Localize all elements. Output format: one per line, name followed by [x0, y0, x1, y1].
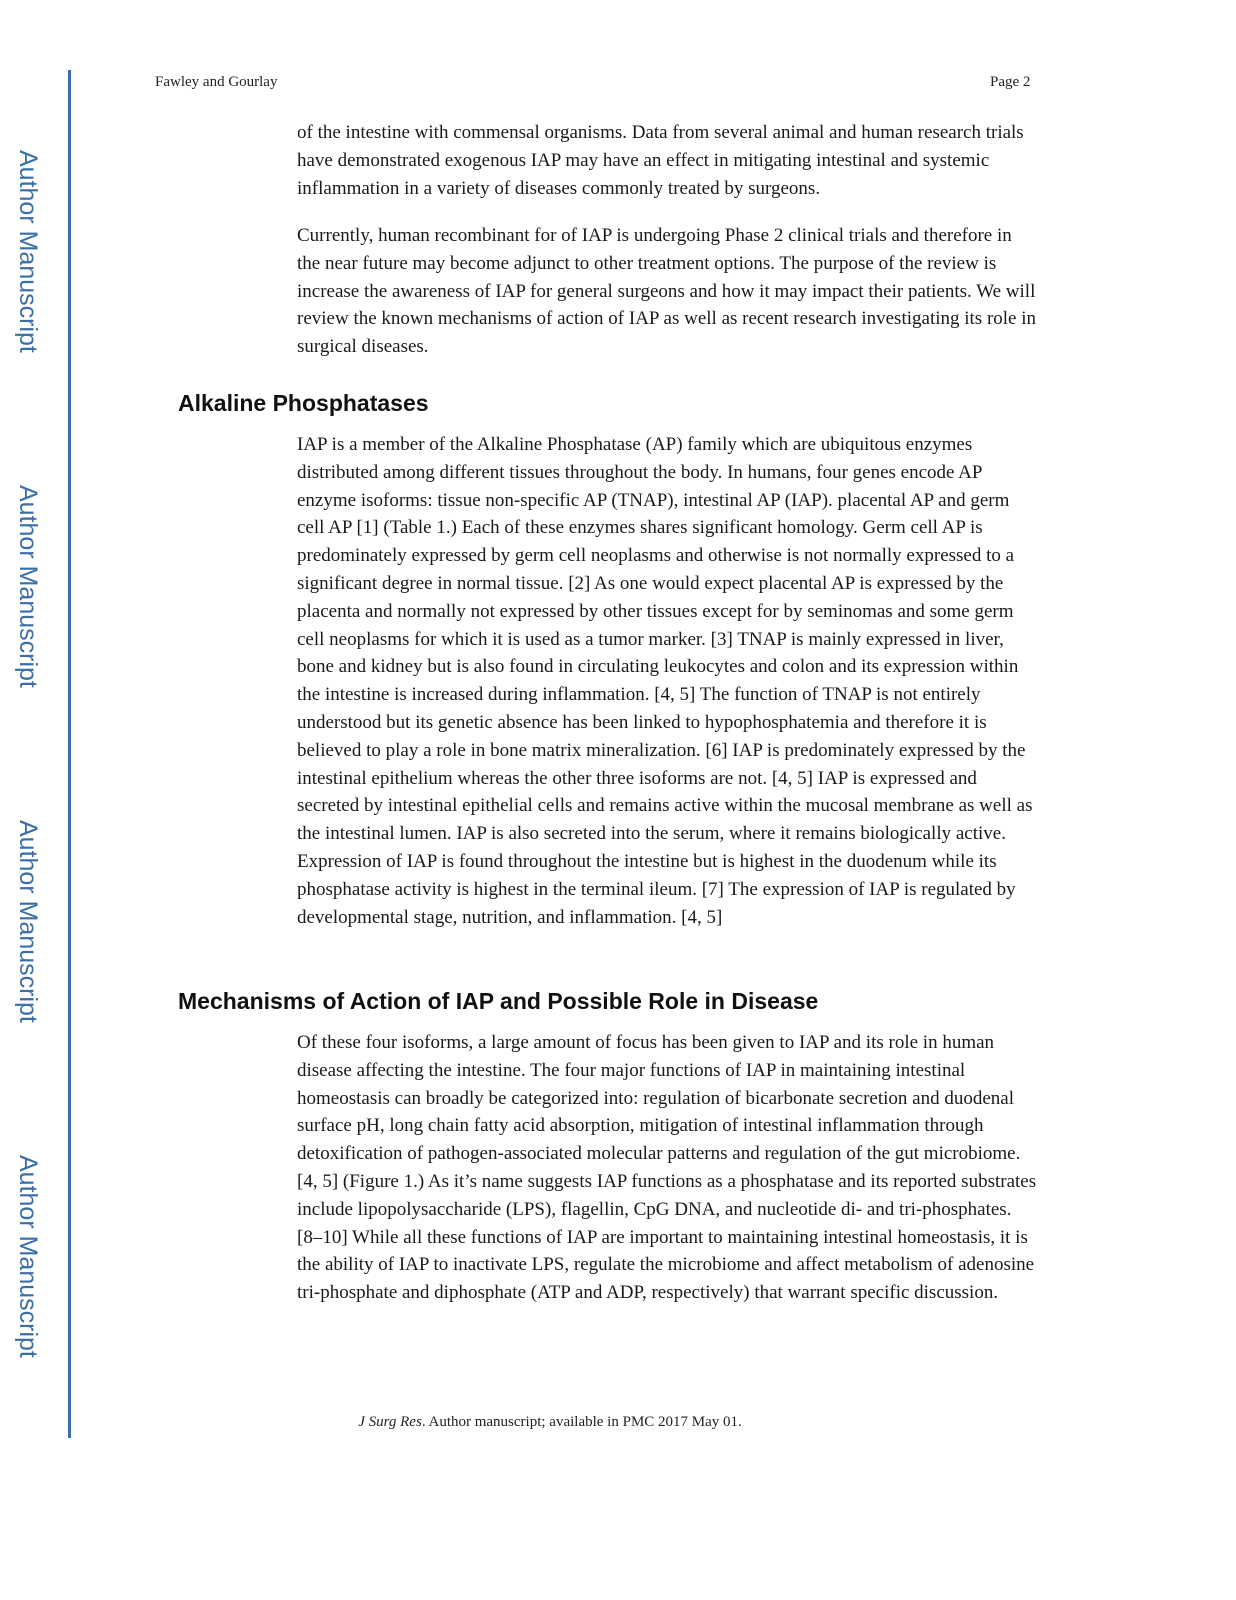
section-paragraph-mechanisms: Of these four isoforms, a large amount of focus has been given to IAP and its role in human disease affecting the intestine. The four major functions of IAP in maintaining intestinal homeostasis can broadly be categorized into: regulation of bicarbonate secretion and duodenal surface pH, long chain fatty acid absorption, mitigation of intestinal inflammation through detoxification of pathogen-associated molecular patterns and regulation of the gut microbiome. [4, 5] (Figure 1.) As it’s name suggests IAP functions as a phosphatase and its reported substrates include lipopolysaccharide (LPS), flagellin, CpG DNA, and nucleotide di- and tri-phosphates. [8–10] While all these functions of IAP are important to maintaining intestinal homeostasis, it is the ability of IAP to inactivate LPS, regulate the microbiome and affect metabolism of adenosine tri-phosphate and diphosphate (ATP and ADP, respectively) that warrant specific discussion. — [297, 1032, 1037, 1304]
footer-journal: J Surg Res — [358, 1414, 422, 1430]
section-heading-mechanisms: Mechanisms of Action of IAP and Possible Role in Disease — [178, 988, 819, 1014]
header-authors: Fawley and Gourlay — [155, 74, 278, 90]
footer-citation — [0, 1414, 1100, 1431]
sidebar-rule — [68, 70, 71, 1438]
section-paragraph-alkaline-phosphatases: IAP is a member of the Alkaline Phosphatase (AP) family which are ubiquitous enzymes distributed among different tissues throughout the body. In humans, four genes encode AP enzyme isoforms: tissue non-specific AP (TNAP), intestinal AP (IAP). placental AP and germ cell AP [1] (Table 1.) Each of these enzymes shares significant homology. Germ cell AP is predominately expressed by germ cell neoplasms and otherwise is not normally expressed to a significant degree in normal tissue. [2] As one would expect placental AP is expressed by the placenta and normally not expressed by other tissues except for by seminomas and some germ cell neoplasms for which it is used as a tumor marker. [3] TNAP is mainly expressed in liver, bone and kidney but is also found in circulating leukocytes and colon and its expression within the intestine is increased during inflammation. [4, 5] The function of TNAP is not entirely understood but its genetic absence has been linked to hypophosphatemia and therefore it is believed to play a role in bone matrix mineralization. [6] IAP is predominately expressed by the intestinal epithelium whereas the other three isoforms are not. [4, 5] IAP is expressed and secreted by intestinal epithelial cells and remains active within the mucosal membrane as well as the intestinal lumen. IAP is also secreted into the serum, where it remains biologically active. Expression of IAP is found throughout the intestine but is highest in the duodenum while its phosphatase activity is highest in the terminal ileum. [7] The expression of IAP is regulated by developmental stage, nutrition, and inflammation. [4, 5] — [297, 434, 1033, 928]
header-page-number: Page 2 — [990, 74, 1031, 90]
intro-paragraph-2: Currently, human recombinant for of IAP is undergoing Phase 2 clinical trials and therefore in the near future may become adjunct to other treatment options. The purpose of the review is increase the awareness of IAP for general surgeons and how it may impact their patients. We will review the known mechanisms of action of IAP as well as recent research investigating its role in surgical diseases. — [297, 225, 1037, 358]
intro-paragraph-1: of the intestine with commensal organisms. Data from several animal and human research trials have demonstrated exogenous IAP may have an effect in mitigating intestinal and systemic inflammation in a variety of diseases commonly treated by surgeons. — [297, 122, 1024, 199]
section-heading-alkaline-phosphatases: Alkaline Phosphatases — [178, 390, 429, 416]
footer-note: . Author manuscript; available in PMC 2017 May 01. — [421, 1414, 742, 1430]
